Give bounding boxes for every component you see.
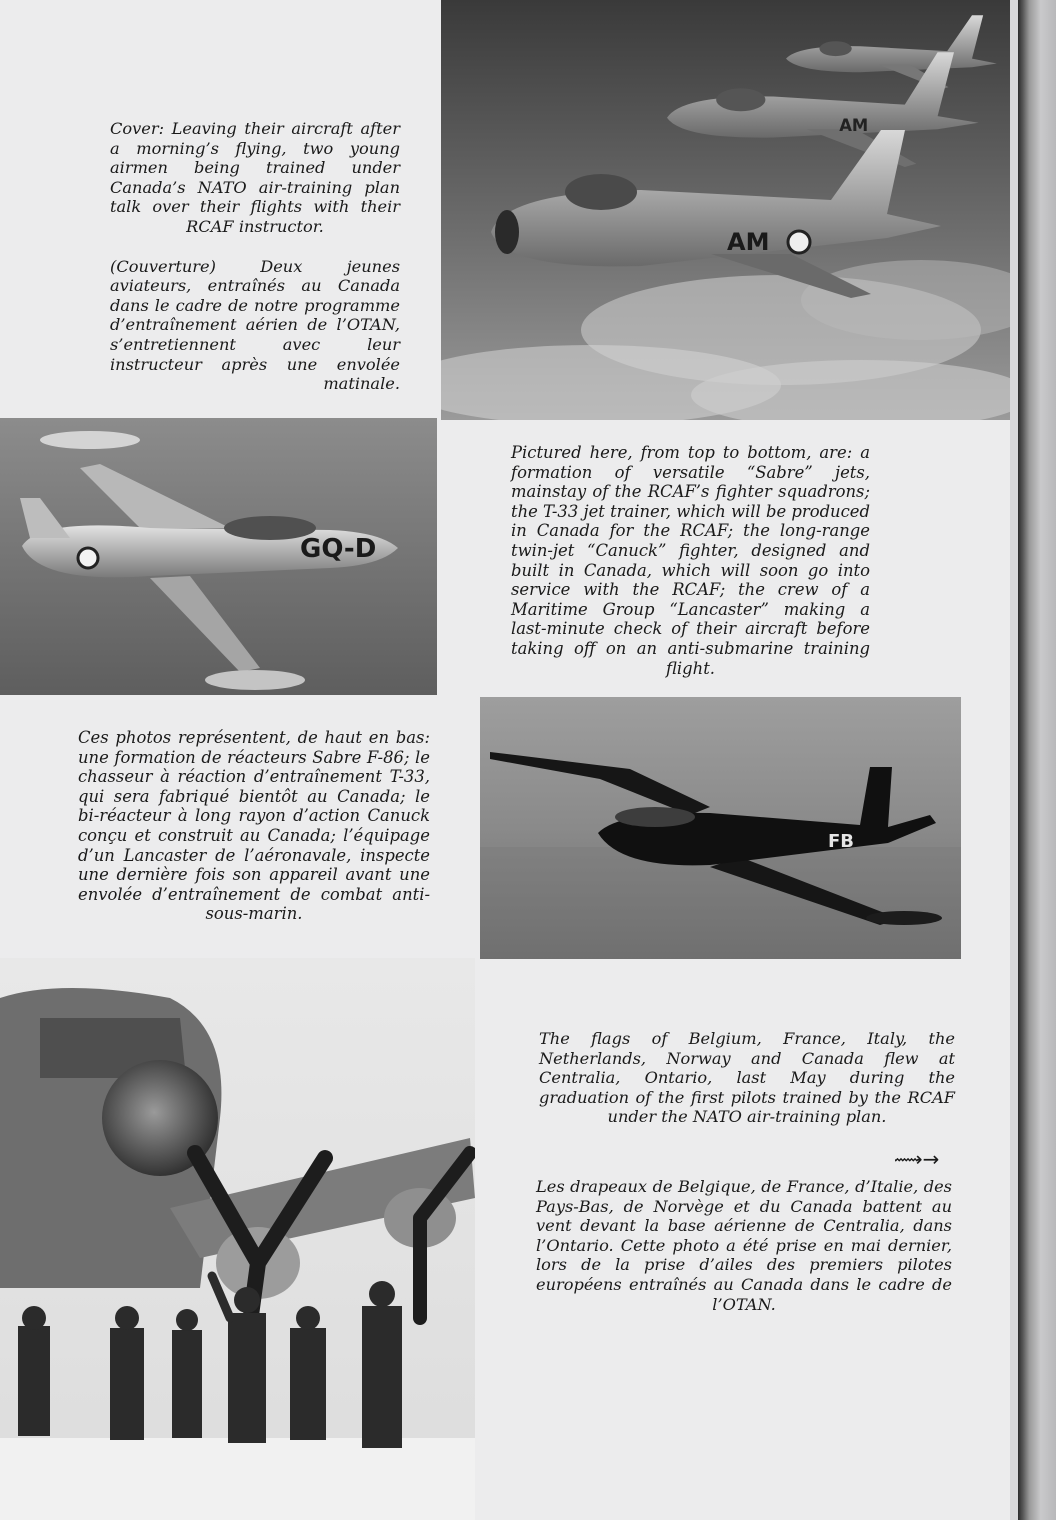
cover-caption: [110, 119, 400, 394]
t33-trainer-photo: [0, 418, 437, 695]
flags-caption-french: Les drapeaux de Belgique, de France, d’Italie, des Pays-Bas, de Norvège et du Canada battent au vent devant la base aérienne de Centralia, dans l’Ontario. Cette photo a été prise en mai dernier, lors de la prise d’ailes des premiers pilotes européens entraînés au Canada dans le cadre de l’OTAN.: [536, 1177, 952, 1314]
continue-arrow-icon: ⟿→: [894, 1147, 940, 1171]
canuck-fighter-photo: [480, 697, 961, 959]
sabre-formation-photo: [441, 0, 1010, 420]
cover-caption-english: Cover: Leaving their aircraft after a morning’s flying, two young airmen being trained under Canada’s NATO air-training plan talk over their flights with their RCAF instructor.: [110, 119, 400, 236]
canuck-marking: FB: [828, 831, 855, 852]
t33-marking: GQ-D: [300, 534, 377, 564]
sabre-mid-marking: AM: [839, 115, 869, 135]
next-page-edge: [1018, 0, 1056, 1520]
cover-caption-french: (Couverture) Deux jeunes aviateurs, entraînés au Canada dans le cadre de notre programme d’entraînement aérien de l’OTAN, s’entretiennent avec leur instructeur après une envolée matinale.: [110, 256, 400, 394]
photo-caption-english: Pictured here, from top to bottom, are: a formation of versatile “Sabre” jets, mainstay of the RCAF’s fighter squadrons; the T-33 jet trainer, which will be produced in Canada for the RCAF; the long-range twin-jet “Canuck” fighter, designed and built in Canada, which will soon go into service with the RCAF; the crew of a Maritime Group “Lancaster” making a last-minute check of their aircraft before taking off on an anti-submarine training flight.: [511, 443, 870, 678]
sabre-front-marking: AM: [727, 228, 770, 256]
flags-caption-english: The flags of Belgium, France, Italy, the Netherlands, Norway and Canada flew at Centralia, Ontario, last May during the graduation of the first pilots trained by the RCAF under the NATO air-training plan.: [539, 1029, 955, 1127]
photo-caption-french: Ces photos représentent, de haut en bas: une formation de réacteurs Sabre F-86; le chasseur à réaction d’entraînement T-33, qui sera fabriqué bientôt au Canada; le bi-réacteur à long rayon d’action Canuck conçu et construit au Canada; l’équipage d’un Lancaster de l’aéronavale, inspecte une dernière fois son appareil avant une envolée d’entraînement de combat anti-sous-marin.: [78, 728, 430, 924]
lancaster-crew-photo: [0, 958, 475, 1520]
